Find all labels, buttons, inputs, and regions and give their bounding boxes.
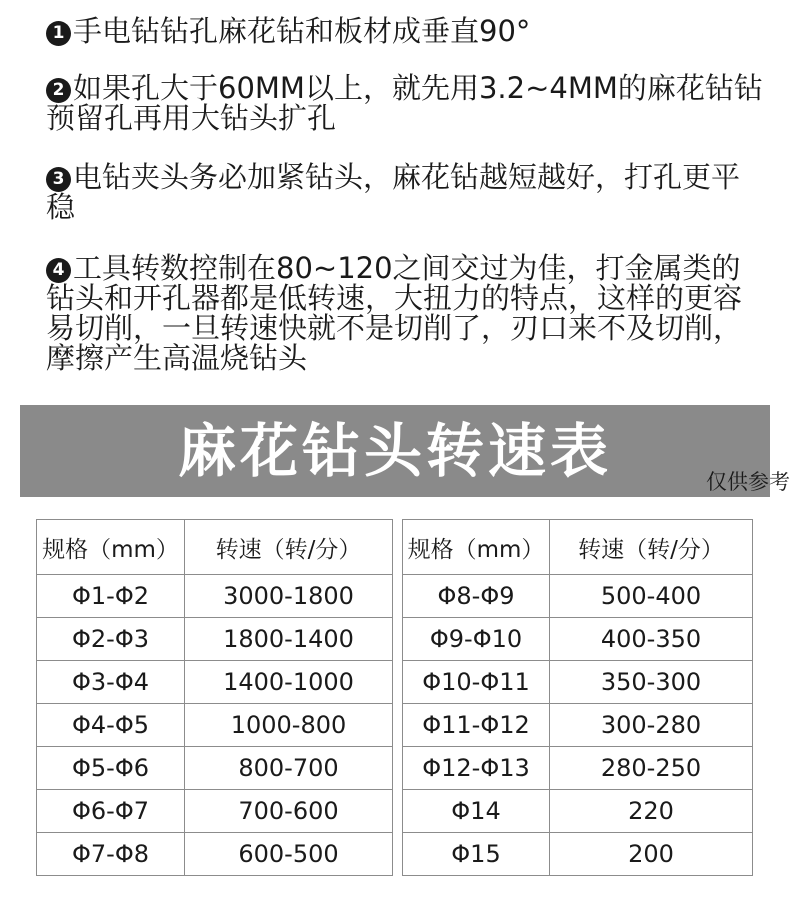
speed-cell: 1800-1400: [185, 618, 393, 661]
speed-cell: 280-250: [550, 747, 753, 790]
spec-cell: Φ3-Φ4: [37, 661, 185, 704]
speed-cell: 1000-800: [185, 704, 393, 747]
table-row: [403, 575, 753, 618]
spec-cell: Φ6-Φ7: [37, 790, 185, 833]
spec-cell: Φ1-Φ2: [37, 575, 185, 618]
speed-cell: 600-500: [185, 833, 393, 876]
table-row: [403, 661, 753, 704]
table-row: [37, 790, 393, 833]
tip-text: 如果孔大于60MM以上，就先用3.2~4MM的麻花钻钻预留孔再用大钻头扩孔: [46, 71, 763, 135]
table-row: [37, 704, 393, 747]
speed-cell: 220: [550, 790, 753, 833]
spec-cell: Φ8-Φ9: [403, 575, 550, 618]
header-speed: 转速（转/分）: [185, 520, 393, 575]
table-header-row: [37, 520, 393, 575]
speed-cell: 400-350: [550, 618, 753, 661]
table-row: [37, 661, 393, 704]
table-row: [37, 747, 393, 790]
banner-note: 仅供参考: [706, 470, 790, 494]
tip-number-badge: 1: [46, 21, 71, 46]
spec-cell: Φ12-Φ13: [403, 747, 550, 790]
table-row: [37, 833, 393, 876]
tip-4: [46, 253, 766, 373]
table-header-row: [403, 520, 753, 575]
header-spec: 规格（mm）: [37, 520, 185, 575]
tip-1: [46, 16, 766, 46]
tip-number-badge: 3: [46, 167, 71, 192]
speed-cell: 300-280: [550, 704, 753, 747]
speed-table-right: [402, 519, 753, 876]
table-row: [403, 704, 753, 747]
speed-table-left: [36, 519, 393, 876]
spec-cell: Φ5-Φ6: [37, 747, 185, 790]
tip-text: 手电钻钻孔麻花钻和板材成垂直90°: [73, 14, 531, 48]
speed-cell: 500-400: [550, 575, 753, 618]
table-row: [403, 747, 753, 790]
spec-cell: Φ14: [403, 790, 550, 833]
table-row: [403, 790, 753, 833]
tip-number-badge: 4: [46, 258, 71, 283]
spec-cell: Φ4-Φ5: [37, 704, 185, 747]
header-spec: 规格（mm）: [403, 520, 550, 575]
tip-3: [46, 162, 766, 222]
spec-cell: Φ2-Φ3: [37, 618, 185, 661]
tip-2: [46, 73, 766, 133]
speed-cell: 3000-1800: [185, 575, 393, 618]
speed-cell: 350-300: [550, 661, 753, 704]
banner-title: 麻花钻头转速表: [177, 417, 612, 485]
speed-cell: 800-700: [185, 747, 393, 790]
tip-number-badge: 2: [46, 78, 71, 103]
spec-cell: Φ11-Φ12: [403, 704, 550, 747]
tip-text: 工具转数控制在80~120之间交过为佳，打金属类的钻头和开孔器都是低转速，大扭力的特点，这样的更容易切削，一旦转速快就不是切削了，刃口来不及切削，摩擦产生高温烧钻头: [46, 251, 743, 375]
tip-text: 电钻夹头务必加紧钻头，麻花钻越短越好，打孔更平稳: [46, 160, 741, 224]
table-row: [403, 833, 753, 876]
table-row: [37, 575, 393, 618]
speed-cell: 700-600: [185, 790, 393, 833]
table-row: [403, 618, 753, 661]
table-row: [37, 618, 393, 661]
spec-cell: Φ10-Φ11: [403, 661, 550, 704]
spec-cell: Φ7-Φ8: [37, 833, 185, 876]
header-speed: 转速（转/分）: [550, 520, 753, 575]
spec-cell: Φ9-Φ10: [403, 618, 550, 661]
spec-cell: Φ15: [403, 833, 550, 876]
speed-cell: 1400-1000: [185, 661, 393, 704]
speed-cell: 200: [550, 833, 753, 876]
speed-table-banner: [20, 405, 770, 497]
